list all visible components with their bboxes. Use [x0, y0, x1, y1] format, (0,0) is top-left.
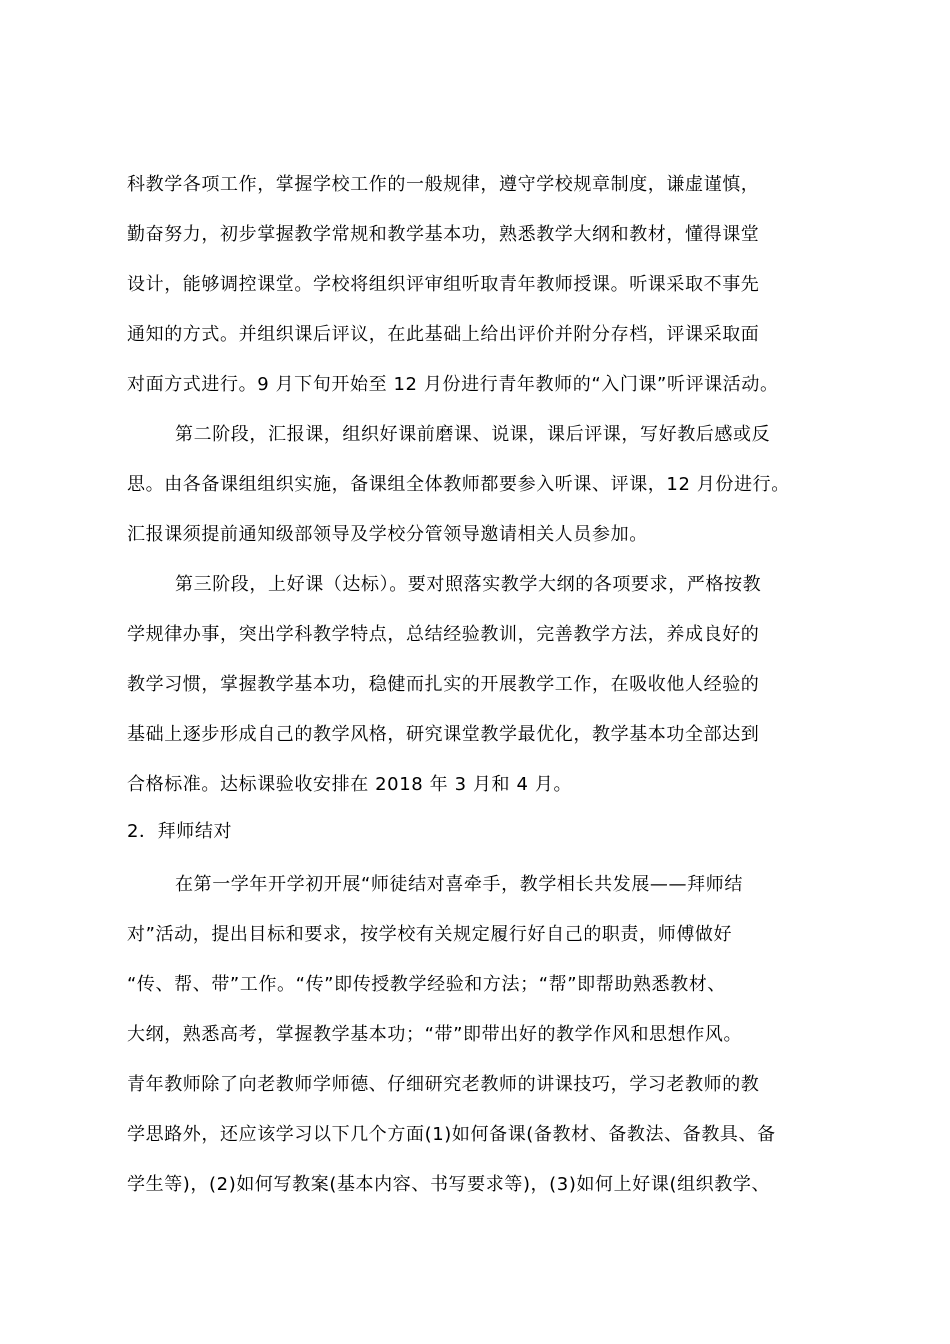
paragraph-line: 汇报课须提前通知级部领导及学校分管领导邀请相关人员参加。 — [127, 524, 648, 545]
paragraph-line: 基础上逐步形成自己的教学风格，研究课堂教学最优化，教学基本功全部达到 — [127, 724, 760, 745]
paragraph-line: 教学习惯，掌握教学基本功，稳健而扎实的开展教学工作，在吸收他人经验的 — [127, 674, 760, 695]
paragraph-line: 学规律办事，突出学科教学特点，总结经验教训，完善教学方法，养成良好的 — [127, 624, 760, 645]
paragraph-line: 学生等)，(2)如何写教案(基本内容、书写要求等)，(3)如何上好课(组织教学、 — [127, 1174, 771, 1195]
paragraph-line: 学思路外，还应该学习以下几个方面(1)如何备课(备教材、备教法、备教具、备 — [127, 1124, 776, 1145]
section-heading: 2．拜师结对 — [127, 821, 233, 842]
paragraph-line: 在第一学年开学初开展“师徒结对喜牵手，教学相长共发展——拜师结 — [175, 874, 743, 895]
paragraph-line: 第三阶段，上好课（达标）。要对照落实教学大纲的各项要求，严格按教 — [175, 574, 762, 595]
paragraph-line: 合格标准。达标课验收安排在 2018 年 3 月和 4 月。 — [127, 774, 573, 795]
paragraph-line: 第二阶段，汇报课，组织好课前磨课、说课，课后评课，写好教后感或反 — [175, 424, 771, 445]
paragraph-line: 大纲，熟悉高考，掌握教学基本功；“带”即带出好的教学作风和思想作风。 — [127, 1024, 743, 1045]
paragraph-line: 科教学各项工作，掌握学校工作的一般规律，遵守学校规章制度，谦虚谨慎， — [127, 174, 760, 195]
paragraph-line: 对”活动，提出目标和要求，按学校有关规定履行好自己的职责，师傅做好 — [127, 924, 733, 945]
paragraph-line: 通知的方式。并组织课后评议，在此基础上给出评价并附分存档，评课采取面 — [127, 324, 760, 345]
paragraph-line: 勤奋努力，初步掌握教学常规和教学基本功，熟悉教学大纲和教材，懂得课堂 — [127, 224, 760, 245]
paragraph-line: 对面方式进行。9 月下旬开始至 12 月份进行青年教师的“入门课”听评课活动。 — [127, 374, 779, 395]
paragraph-line: 思。由各备课组组织实施，备课组全体教师都要参入听课、评课，12 月份进行。 — [127, 474, 790, 495]
paragraph-line: 设计，能够调控课堂。学校将组织评审组听取青年教师授课。听课采取不事先 — [127, 274, 760, 295]
paragraph-line: “传、帮、带”工作。“传”即传授教学经验和方法；“帮”即帮助熟悉教材、 — [127, 974, 726, 995]
paragraph-line: 青年教师除了向老教师学师德、仔细研究老教师的讲课技巧，学习老教师的教 — [127, 1074, 760, 1095]
